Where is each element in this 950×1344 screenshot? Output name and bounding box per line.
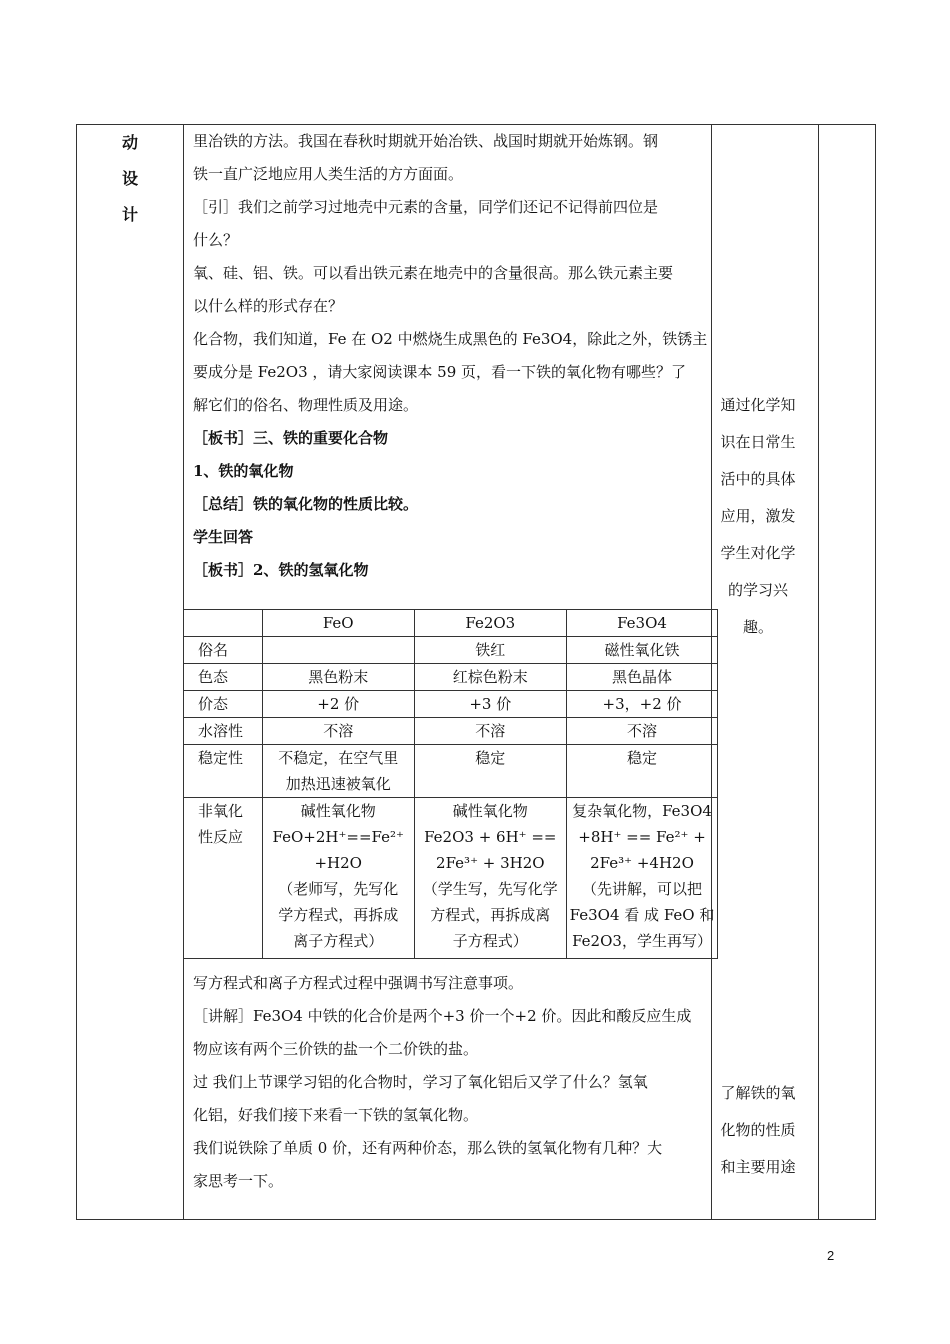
note-line: 识在日常生 bbox=[720, 433, 796, 451]
table-cell: 复杂氧化物，Fe3O4 +8H⁺ == Fe²⁺ + 2Fe³⁺ +4H2O （先讲解，可以把 Fe3O4 看 成 FeO 和 Fe2O3，学生再写） bbox=[567, 798, 718, 959]
table-header-cell bbox=[184, 610, 263, 637]
main-text-line: 化合物，我们知道，Fe 在 O2 中燃烧生成黑色的 Fe3O4，除此之外，铁锈主 bbox=[193, 330, 708, 348]
main-text-line: 以什么样的形式存在？ bbox=[193, 297, 344, 315]
main-text-line: 氧、硅、铝、铁。可以看出铁元素在地壳中的含量很高。那么铁元素主要 bbox=[193, 264, 674, 282]
note-line: 和主要用途 bbox=[720, 1158, 796, 1176]
table-cell: 红棕色粉末 bbox=[414, 664, 566, 691]
table-header-cell: Fe2O3 bbox=[414, 610, 566, 637]
table-cell: +2 价 bbox=[262, 691, 414, 718]
teaching-note-1 bbox=[717, 387, 799, 646]
row-label: 俗名 bbox=[184, 637, 263, 664]
table-row bbox=[184, 798, 718, 959]
main-text-line: 解它们的俗名、物理性质及用途。 bbox=[193, 396, 419, 414]
note-line: 学生对化学 bbox=[720, 544, 796, 562]
row-label: 非氧化 性反应 bbox=[184, 798, 263, 959]
note-line: 活中的具体 bbox=[720, 470, 796, 488]
row-label: 价态 bbox=[184, 691, 263, 718]
table-cell: 不稳定，在空气里 加热迅速被氧化 bbox=[262, 745, 414, 798]
row-label: 色态 bbox=[184, 664, 263, 691]
table-cell: 黑色粉末 bbox=[262, 664, 414, 691]
table-row bbox=[184, 664, 718, 691]
main-text-line: 什么？ bbox=[193, 231, 239, 249]
note-line: 化物的性质 bbox=[720, 1121, 796, 1139]
main-text-line: 铁一直广泛地应用人类生活的方方面面。 bbox=[193, 165, 464, 183]
teaching-note-2 bbox=[717, 1075, 799, 1186]
side-label bbox=[77, 125, 183, 233]
lower-text-line: 家思考一下。 bbox=[193, 1172, 284, 1190]
table-row bbox=[184, 637, 718, 664]
table-header-cell: Fe3O4 bbox=[567, 610, 718, 637]
main-text bbox=[193, 125, 713, 587]
lower-text-line: 我们说铁除了单质 0 价，还有两种价态，那么铁的氢氧化物有几种？大 bbox=[193, 1139, 663, 1157]
lower-text-line: ［讲解］Fe3O4 中铁的化合价是两个+3 价一个+2 价。因此和酸反应生成 bbox=[193, 1007, 692, 1025]
table-row bbox=[184, 745, 718, 798]
side-label-char: 计 bbox=[121, 205, 138, 224]
note-line: 趣。 bbox=[742, 618, 773, 636]
lower-text-line: 过 我们上节课学习铝的化合物时，学习了氧化铝后又学了什么？氢氧 bbox=[193, 1073, 648, 1091]
main-text-line: ［引］我们之前学习过地壳中元素的含量，同学们还记不记得前四位是 bbox=[193, 198, 659, 216]
main-text-line: 要成分是 Fe2O3 ，请大家阅读课本 59 页，看一下铁的氧化物有哪些？了 bbox=[193, 363, 687, 381]
table-cell: 不溶 bbox=[262, 718, 414, 745]
main-text-line: 1、铁的氧化物 bbox=[193, 462, 294, 480]
table-cell: 不溶 bbox=[567, 718, 718, 745]
page-number: 2 bbox=[827, 1248, 835, 1263]
lower-text-line: 写方程式和离子方程式过程中强调书写注意事项。 bbox=[193, 974, 524, 992]
table-cell bbox=[262, 637, 414, 664]
row-label: 水溶性 bbox=[184, 718, 263, 745]
main-text-line: ［板书］2、铁的氢氧化物 bbox=[193, 561, 369, 579]
table-cell: 稳定 bbox=[414, 745, 566, 798]
table-row bbox=[184, 718, 718, 745]
table-cell: +3 价 bbox=[414, 691, 566, 718]
column-divider bbox=[818, 125, 819, 1219]
main-text-line: ［板书］三、铁的重要化合物 bbox=[193, 429, 389, 447]
table-cell: 黑色晶体 bbox=[567, 664, 718, 691]
table-header-cell: FeO bbox=[262, 610, 414, 637]
lower-text bbox=[193, 967, 713, 1198]
row-label: 稳定性 bbox=[184, 745, 263, 798]
main-text-line: 学生回答 bbox=[193, 528, 254, 546]
note-line: 的学习兴 bbox=[727, 581, 788, 599]
side-label-char: 设 bbox=[121, 169, 138, 188]
lower-text-line: 化铝，好我们接下来看一下铁的氢氧化物。 bbox=[193, 1106, 479, 1124]
main-text-line: 里冶铁的方法。我国在春秋时期就开始冶铁、战国时期就开始炼钢。钢 bbox=[193, 132, 659, 150]
side-label-char: 动 bbox=[121, 133, 138, 152]
table-cell: 碱性氧化物 Fe2O3 + 6H⁺ == 2Fe³⁺ + 3H2O （学生写，先写化学 方程式，再拆成离 子方程式） bbox=[414, 798, 566, 959]
lower-text-line: 物应该有两个三价铁的盐一个二价铁的盐。 bbox=[193, 1040, 479, 1058]
table-cell: +3，+2 价 bbox=[567, 691, 718, 718]
table-row bbox=[184, 691, 718, 718]
main-text-line: ［总结］铁的氧化物的性质比较。 bbox=[193, 495, 419, 513]
table-cell: 碱性氧化物 FeO+2H⁺==Fe²⁺ +H2O （老师写，先写化 学方程式，再拆成 离子方程式） bbox=[262, 798, 414, 959]
oxide-comparison-table bbox=[183, 609, 718, 959]
table-header-row bbox=[184, 610, 718, 637]
note-line: 应用，激发 bbox=[720, 507, 796, 525]
table-cell: 铁红 bbox=[414, 637, 566, 664]
note-line: 通过化学知 bbox=[720, 396, 796, 414]
note-line: 了解铁的氧 bbox=[720, 1084, 796, 1102]
table-cell: 磁性氧化铁 bbox=[567, 637, 718, 664]
table-cell: 不溶 bbox=[414, 718, 566, 745]
table-cell: 稳定 bbox=[567, 745, 718, 798]
lesson-table bbox=[76, 124, 876, 1220]
